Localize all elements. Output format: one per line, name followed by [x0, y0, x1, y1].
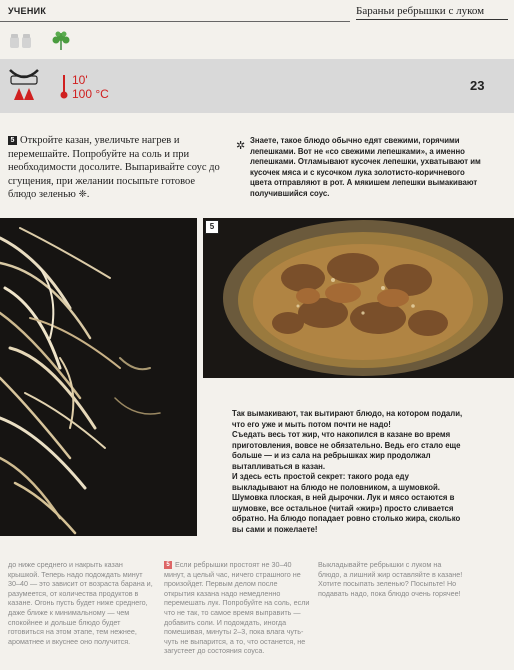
step-line-2: Выпаривайте соус до сгущения, при желании посыпьте готовое блюдо зеленью	[8, 162, 220, 200]
story-paragraph-4: Шумовка плоская, в ней дырочки. Лук и мясо остаются в шумовке, все остальное (читай «жир») просто сливается обратно. На блюдо попадает ровно столько жира, сколько вы сами и пожелаете!	[232, 493, 461, 534]
tip-text: Знаете, такое блюдо обычно едят свежими, горячими лепешками. Вот не «со свежими лепешками», а именно лепешками. Отламывают кусочек лепешки, ухватывают им кусочек мяса и с кусочком лука золотисто-коричневого цвета отправляют в рот. А мякишем лепешки вымакивают получившийся соус.	[250, 136, 481, 198]
herb-mark: ❈.	[78, 189, 90, 200]
chapter-title: Бараньи ребрышки с луком	[356, 5, 508, 20]
photo-step-badge: 5	[205, 220, 219, 234]
cooking-time: 10'	[72, 73, 88, 87]
fire-level-icon	[6, 66, 42, 104]
kazan-photo	[203, 218, 514, 378]
column-2-text: Если ребрышки простоят не 30–40 минут, а целый час, ничего страшного не произойдет. Первым делом после открытия казана надо немедленно перемешать лук. Попробуйте на соль, если что не так, то самое время выправить — добавить соли. И подождать, иногда помешивая, минуты 2–3, пока влага чуть-чуть не выпарится, а то, что останется, не загустеет до состояния соуса.	[164, 560, 310, 656]
thermometer-icon	[60, 74, 68, 100]
cooking-temperature: 100 °C	[72, 87, 109, 101]
step-number-badge: 5	[8, 136, 17, 145]
page-number: 23	[470, 78, 485, 93]
story-paragraph-3: И здесь есть простой секрет: такого рода еду выкладывают на блюдо не половником, а шумовкой.	[232, 472, 440, 492]
header-rule	[0, 21, 350, 22]
story-text	[232, 409, 464, 535]
column-2	[164, 560, 310, 656]
section-label: УЧЕНИК	[8, 6, 47, 16]
step-instructions	[8, 134, 220, 202]
column-step-badge: 5	[164, 561, 172, 569]
story-paragraph-1: Так вымакивают, так вытирают блюдо, на котором подали, что его уже и мыть потом почти не надо!	[232, 409, 463, 429]
snowflake-icon: ✲	[236, 140, 246, 152]
step-line-1: Откройте казан, увеличьте нагрев и перемешайте. Попробуйте на соль и при необходимости досолите.	[8, 135, 190, 173]
column-3: Выкладывайте ребрышки с луком на блюдо, а лишний жир оставляйте в казане! Хотите посыпать зеленью? Посыпьте! Но подавать надо, пока блюдо очень горячее!	[318, 560, 463, 598]
column-1: до ниже среднего и накрыть казан крышкой. Теперь надо подождать минут 30–40 — это зависит от возраста барана и, разумеется, от количества продуктов в казане. Огонь пусть будет ниже среднего, даже ближе к минимальному — чем спокойнее и дольше блюдо будет готовиться на этом этапе, тем нежнее, ароматнее и вкуснее оно получится.	[8, 560, 153, 646]
parsley-icon	[50, 31, 72, 51]
story-paragraph-2: Съедать весь тот жир, что накопился в казане во время приготовления, вовсе не обязательно. Ведь его стало еще больше — и из сала на ребрышках жир продолжал вытапливаться в казан.	[232, 430, 461, 471]
salt-shaker-icon	[8, 33, 34, 49]
onion-photo	[0, 218, 197, 536]
